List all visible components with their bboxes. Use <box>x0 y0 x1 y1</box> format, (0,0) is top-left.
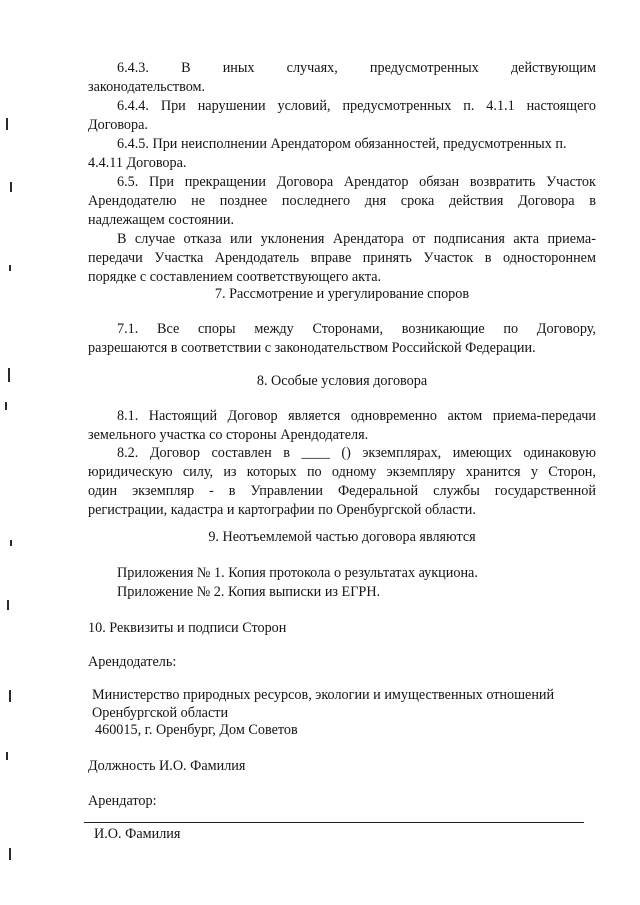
word: возникающие <box>401 321 485 337</box>
word: срока <box>400 193 435 209</box>
word: в <box>484 250 492 266</box>
word: предусмотренных <box>342 98 452 114</box>
section-10-heading: 10. Реквизиты и подписи Сторон <box>88 620 287 636</box>
tenant-label: Арендатор: <box>88 793 157 809</box>
word: одному <box>331 464 377 480</box>
word: или <box>229 231 253 247</box>
word: подписания <box>433 231 505 247</box>
paragraph-7-1-line-1 <box>117 320 596 340</box>
word: приема-передачи <box>492 408 596 424</box>
paragraph-refusal-line-1 <box>117 230 596 250</box>
paragraph-refusal-line-2 <box>88 249 596 269</box>
word: 4.1.1 <box>486 98 515 114</box>
landlord-signatory: Должность И.О. Фамилия <box>88 758 246 774</box>
word: в <box>228 483 236 499</box>
word: 6.5. <box>117 174 139 190</box>
scan-speck <box>8 368 10 382</box>
word: одновременно <box>350 408 437 424</box>
paragraph-refusal-line-3: порядке с составлением соответствующего акта. <box>88 269 382 285</box>
section-9-heading: 9. Неотъемлемой частью договора являются <box>208 529 476 545</box>
word: () <box>341 445 351 461</box>
paragraph-8-1-line-1 <box>117 407 596 427</box>
word: дня <box>364 193 387 209</box>
paragraph-6-4-3-line-1 <box>117 59 596 79</box>
word: п. <box>463 98 475 114</box>
word: является <box>288 408 341 424</box>
word: Арендатора <box>332 231 404 247</box>
scan-speck <box>6 118 8 130</box>
word: споры <box>197 321 236 337</box>
scan-speck <box>10 182 12 192</box>
tenant-signatory: И.О. Фамилия <box>94 826 181 842</box>
word: вправе <box>310 250 352 266</box>
word: позднее <box>219 193 268 209</box>
word: составлен <box>211 445 272 461</box>
word: принять <box>362 250 412 266</box>
word: Договор <box>149 445 200 461</box>
paragraph-8-2-line-4: регистрации, кадастра и картографии по Оренбургской области. <box>88 502 476 518</box>
landlord-label: Арендодатель: <box>88 654 177 670</box>
paragraph-6-4-3-line-2: законодательством. <box>88 79 206 95</box>
word: ____ <box>301 445 330 461</box>
word: 7.1. <box>117 321 139 337</box>
landlord-organization-line-2: Оренбургской области <box>92 705 229 721</box>
paragraph-8-1-line-2: земельного участка со стороны Арендодателя. <box>88 427 369 443</box>
paragraph-6-4-5-line-1: 6.4.5. При неисполнении Арендатором обязанностей, предусмотренных п. <box>117 136 567 152</box>
word: передачи <box>88 250 143 266</box>
scan-speck <box>7 600 9 610</box>
word: случае <box>134 231 176 247</box>
word: в <box>283 445 290 461</box>
word: Участка <box>154 250 204 266</box>
word: Арендодателю <box>88 193 177 209</box>
word: Все <box>157 321 180 337</box>
word: от <box>412 231 426 247</box>
word: одностороннем <box>502 250 596 266</box>
word: Договора <box>518 193 575 209</box>
paragraph-6-4-4-line-2: Договора. <box>88 117 148 133</box>
word: предусмотренных <box>369 60 479 76</box>
signature-line <box>84 822 584 823</box>
word: Сторонами, <box>312 321 384 337</box>
word: в <box>589 193 596 209</box>
landlord-organization-line-1: Министерство природных ресурсов, экологии и имущественных отношений <box>92 687 555 703</box>
paragraph-6-4-5-line-2: 4.4.11 Договора. <box>88 155 187 171</box>
word: Договору, <box>536 321 596 337</box>
scan-speck <box>5 402 7 410</box>
word: последнего <box>281 193 351 209</box>
word: 6.4.3. <box>117 60 149 76</box>
word: Участок <box>423 250 474 266</box>
word: действия <box>448 193 504 209</box>
word: приема- <box>547 231 596 247</box>
scan-speck <box>9 690 11 702</box>
word: из <box>223 464 237 480</box>
word: службы <box>433 483 480 499</box>
word: государственной <box>494 483 596 499</box>
scan-speck <box>10 540 12 546</box>
word: один <box>88 483 118 499</box>
word: экземпляр <box>132 483 195 499</box>
word: прекращении <box>184 174 266 190</box>
word: юридическую <box>88 464 173 480</box>
word: имеющих <box>452 445 512 461</box>
word: у <box>530 464 538 480</box>
word: Арендатор <box>343 174 409 190</box>
word: нарушении <box>197 98 266 114</box>
paragraph-6-5-line-3: надлежащем состоянии. <box>88 212 235 228</box>
word: отказа <box>183 231 222 247</box>
word: обязан <box>419 174 460 190</box>
word: настоящего <box>526 98 596 114</box>
word: Участок <box>546 174 596 190</box>
word: Управлении <box>250 483 323 499</box>
word: При <box>149 174 174 190</box>
word: между <box>254 321 294 337</box>
section-8-heading: 8. Особые условия договора <box>256 373 428 389</box>
word: В <box>117 231 127 247</box>
word: Федеральной <box>337 483 419 499</box>
word: Настоящий <box>148 408 218 424</box>
word: 6.4.4. <box>117 98 149 114</box>
word: актом <box>447 408 483 424</box>
paragraph-8-2-line-1 <box>117 444 596 464</box>
word: силу, <box>182 464 214 480</box>
word: акта <box>513 231 540 247</box>
word: 8.2. <box>117 445 139 461</box>
word: Договора <box>276 174 334 190</box>
word: уклонения <box>260 231 325 247</box>
annex-2: Приложение № 2. Копия выписки из ЕГРН. <box>117 584 381 600</box>
scan-speck <box>9 265 11 271</box>
scan-speck <box>9 848 11 860</box>
word: экземпляру <box>386 464 456 480</box>
paragraph-8-2-line-2 <box>88 463 596 483</box>
word: возвратить <box>469 174 536 190</box>
word: не <box>191 193 206 209</box>
annex-1: Приложения № 1. Копия протокола о результатах аукциона. <box>117 565 478 581</box>
paragraph-6-4-4-line-1 <box>117 97 596 117</box>
word: - <box>209 483 214 499</box>
word: 8.1. <box>117 408 139 424</box>
section-7-heading: 7. Рассмотрение и урегулирование споров <box>214 286 470 302</box>
word: действующим <box>510 60 596 76</box>
scan-speck <box>6 752 8 760</box>
paragraph-7-1-line-2: разрешаются в соответствии с законодательством Российской Федерации. <box>88 340 536 356</box>
word: При <box>160 98 186 114</box>
paragraph-6-5-line-1 <box>117 173 596 193</box>
word: по <box>503 321 519 337</box>
word: случаях, <box>286 60 338 76</box>
word: хранится <box>465 464 521 480</box>
word: экземплярах, <box>362 445 442 461</box>
word: Арендодатель <box>214 250 300 266</box>
word: условий, <box>277 98 331 114</box>
word: по <box>306 464 322 480</box>
word: В <box>181 60 191 76</box>
word: Договор <box>227 408 278 424</box>
word: которых <box>246 464 297 480</box>
paragraph-6-5-line-2 <box>88 192 596 212</box>
word: одинаковую <box>523 445 596 461</box>
paragraph-8-2-line-3 <box>88 482 596 502</box>
landlord-address: 460015, г. Оренбург, Дом Советов <box>95 722 298 738</box>
word: иных <box>222 60 255 76</box>
word: Сторон, <box>548 464 596 480</box>
